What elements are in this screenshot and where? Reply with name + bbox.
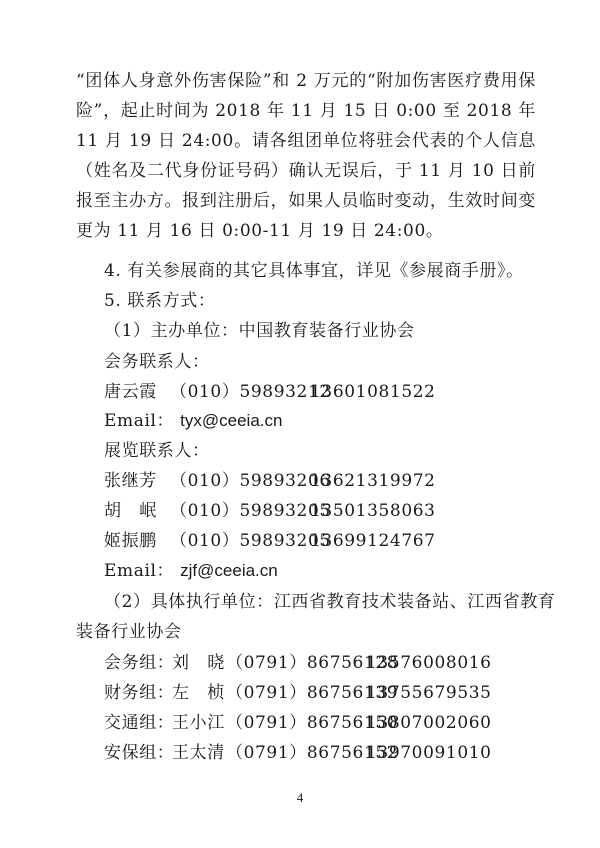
contact-name: 姬振鹏 — [104, 531, 157, 551]
contact-mobile: 13601081522 — [310, 382, 436, 402]
group-label: 财务组： — [104, 683, 175, 703]
contact-row — [104, 501, 436, 521]
group-label: 会务组： — [104, 653, 175, 673]
contact-phone: （010）59893205 — [170, 531, 331, 551]
paragraph-text: “团体人身意外伤害保险”和 2 万元的“附加伤害医疗费用保险”，起止时间为 2018 年 11 月 15 日 0:00 至 2018 年 11 月 19 日 24:00。请各组团单位将驻会代表的个人信息（姓名及二代身份证号码）确认无误后，于 11 月 10 日前报至主办方。报到注册后，如果人员临时变动，生效时间变更为 11 月 16 日 0:00-11 月 19 日 24:00。 — [76, 71, 536, 241]
organizer-title: （1）主办单位：中国教育装备行业协会 — [104, 321, 415, 341]
group-label: 交通组： — [104, 713, 175, 733]
group-label: 安保组： — [104, 743, 175, 763]
contact-phone: （0791）86756150 — [226, 713, 399, 733]
contact-mobile: 13576008016 — [366, 653, 492, 673]
contact-phone: （010）59893206 — [170, 471, 331, 491]
contact-mobile: 13755679535 — [366, 683, 492, 703]
contact-mobile: 13970091010 — [366, 743, 492, 763]
meeting-contact-label: 会务联系人： — [104, 352, 210, 372]
contact-name: 胡 岷 — [104, 501, 157, 521]
contact-phone: （010）59893205 — [170, 501, 331, 521]
group-row — [104, 653, 492, 673]
item-4: 4. 有关参展商的其它具体事宜，详见《参展商手册》。 — [104, 261, 524, 281]
contact-name: 王小江 — [172, 713, 225, 733]
contact-name: 唐云霞 — [104, 382, 157, 402]
meeting-email-link[interactable]: tyx@ceeia.cn — [180, 411, 283, 430]
page-number: 4 — [296, 790, 304, 805]
exhibit-email-link[interactable]: zjf@ceeia.cn — [180, 561, 278, 580]
contact-name: 王太清 — [172, 743, 225, 763]
group-row — [104, 743, 492, 763]
exhibit-contact-label: 展览联系人： — [104, 441, 210, 461]
group-row — [104, 683, 492, 703]
contact-mobile: 13621319972 — [310, 471, 436, 491]
contact-phone: （0791）86756152 — [226, 743, 399, 763]
contact-phone: （0791）86756128 — [226, 653, 399, 673]
continued-paragraph — [76, 66, 536, 246]
item-5-heading: 5. 联系方式： — [104, 291, 216, 311]
contact-phone: （0791）86756139 — [226, 683, 399, 703]
executor-title-line1: （2）具体执行单位：江西省教育技术装备站、江西省教育 — [104, 592, 556, 612]
email-label: Email： — [104, 561, 175, 581]
meeting-email-row — [104, 411, 282, 431]
contact-mobile: 13699124767 — [310, 531, 436, 551]
executor-title-line2: 装备行业协会 — [76, 622, 182, 642]
contact-row — [104, 471, 436, 491]
contact-row — [104, 531, 436, 551]
contact-name: 张继芳 — [104, 471, 157, 491]
contact-name: 左 桢 — [172, 683, 225, 703]
contact-row — [104, 382, 436, 402]
exhibit-email-row — [104, 561, 278, 581]
email-label: Email： — [104, 411, 175, 431]
group-row — [104, 713, 492, 733]
contact-mobile: 13807002060 — [366, 713, 492, 733]
contact-phone: （010）59893212 — [170, 382, 331, 402]
contact-mobile: 13501358063 — [310, 501, 436, 521]
contact-name: 刘 晓 — [172, 653, 225, 673]
